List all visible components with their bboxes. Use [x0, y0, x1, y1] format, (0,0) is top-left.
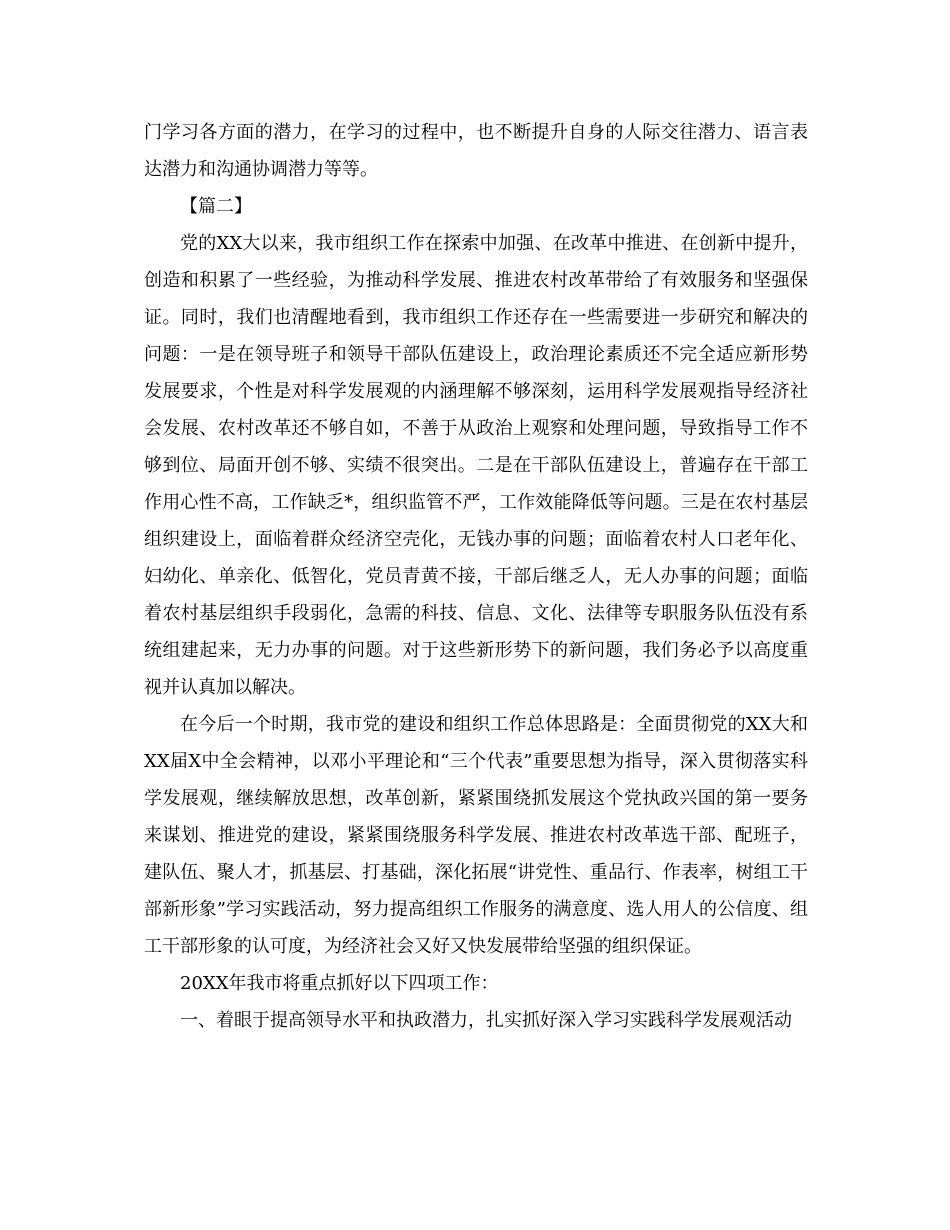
paragraph-overall-approach: 在今后一个时期，我市党的建设和组织工作总体思路是：全面贯彻党的XX大和XX届X中全会精神，以邓小平理论和“三个代表”重要思想为指导，深入贯彻落实科学发展观，继续解放思想，改革创新，紧紧围绕抓发展这个党执政兴国的第一要务来谋划、推进党的建设，紧紧围绕服务科学发展、推进农村改革选干部、配班子，建队伍、聚人才，抓基层、打基础，深化拓展“讲党性、重品行、作表率，树组工干部新形象”学习实践活动，努力提高组织工作服务的满意度、选人用人的公信度、组工干部形象的认可度，为经济社会又好又快发展带给坚强的组织保证。 — [144, 714, 808, 957]
paragraph-key-tasks-intro: 20XX年我市将重点抓好以下四项工作： — [180, 973, 499, 994]
paragraph-problems: 党的XX大以来，我市组织工作在探索中加强、在改革中推进、在创新中提升，创造和积累了一些经验，为推动科学发展、推进农村改革带给了有效服务和坚强保证。同时，我们也清醒地看到，我市组织工作还存在一些需要进一步研究和解决的问题：一是在领导班子和领导干部队伍建设上，政治理论素质还不完全适应新形势发展要求，个性是对科学发展观的内涵理解不够深刻，运用科学发展观指导经济社会发展、农村改革还不够自如，不善于从政治上观察和处理问题，导致指导工作不够到位、局面开创不够、实绩不很突出。二是在干部队伍建设上，普遍存在干部工作用心性不高，工作缺乏*，组织监管不严，工作效能降低等问题。三是在农村基层组织建设上，面临着群众经济空壳化，无钱办事的问题；面临着农村人口老年化、妇幼化、单亲化、低智化，党员青黄不接，干部后继乏人，无人办事的问题；面临着农村基层组织手段弱化，急需的科技、信息、文化、法律等专职服务队伍没有系统组建起来，无力办事的问题。对于这些新形势下的新问题，我们务必予以高度重视并认真加以解决。 — [144, 233, 808, 698]
section-heading: 【篇二】 — [180, 196, 252, 217]
paragraph-continuation: 门学习各方面的潜力，在学习的过程中，也不断提升自身的人际交往潜力、语言表达潜力和沟通协调潜力等等。 — [144, 122, 808, 180]
document-body — [144, 114, 808, 1039]
paragraph-task-one: 一、着眼于提高领导水平和执政潜力，扎实抓好深入学习实践科学发展观活动 — [180, 1010, 792, 1031]
